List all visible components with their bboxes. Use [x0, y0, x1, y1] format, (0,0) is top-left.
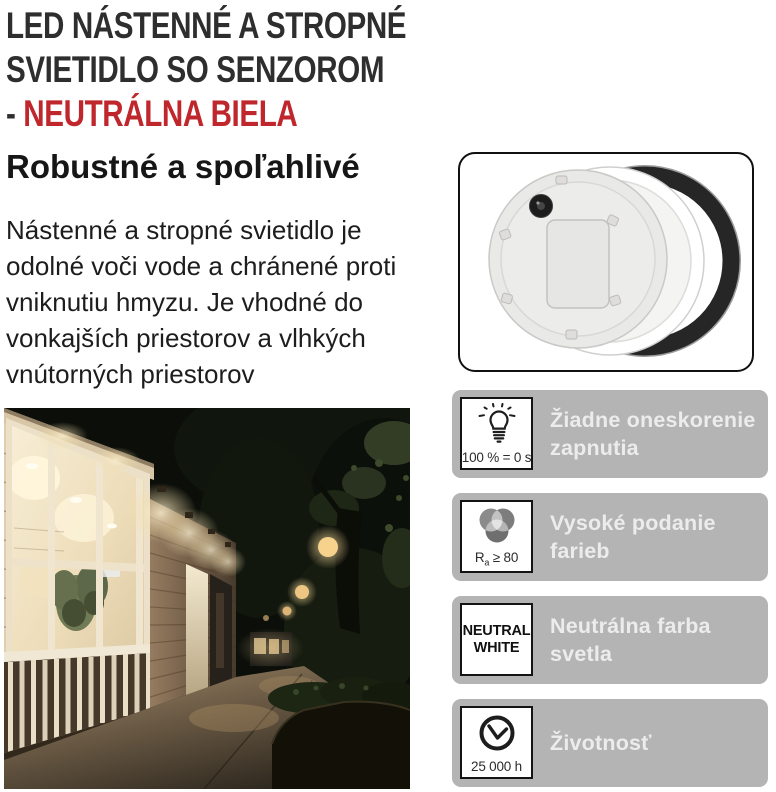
feature-label-line: Neutrálna farba	[550, 614, 711, 638]
neutral-white-line: NEUTRAL	[462, 622, 531, 639]
feature-icon-box	[460, 500, 533, 573]
feature-row-lifetime	[452, 699, 768, 787]
description-line: vniknutiu hmyzu. Je vhodné do	[6, 287, 363, 317]
feature-label-line: Žiadne oneskorenie	[550, 408, 756, 432]
description	[6, 212, 396, 392]
ra-subscript: a	[484, 558, 490, 568]
ceiling-light-render	[460, 154, 752, 370]
title-line-1: LED NÁSTENNÉ A STROPNÉ	[6, 5, 407, 46]
feature-icon-caption	[475, 550, 518, 568]
feature-icon-box	[460, 603, 533, 676]
description-line: Nástenné a stropné svietidlo je	[6, 215, 362, 245]
subtitle: Robustné a spoľahlivé	[6, 148, 360, 185]
title-accent: NEUTRÁLNA BIELA	[23, 93, 298, 134]
feature-label-line: Životnosť	[550, 731, 652, 755]
title-line-3	[6, 92, 454, 136]
bulb-rays-icon	[476, 403, 518, 447]
ra-suffix: ≥ 80	[489, 550, 519, 566]
feature-label-line: zapnutia	[550, 436, 639, 460]
feature-list	[452, 390, 768, 792]
feature-row-no-delay	[452, 390, 768, 478]
feature-row-neutral-white	[452, 596, 768, 684]
product-image	[458, 152, 754, 372]
ambience-photo	[4, 408, 410, 789]
title-dash: -	[6, 93, 24, 134]
title-line-2: SVIETIDLO SO SENZOROM	[6, 49, 385, 90]
ra-prefix: R	[474, 550, 485, 566]
color-rendering-icon	[475, 506, 519, 548]
description-line: vonkajších priestorov a vlhkých	[6, 323, 366, 353]
feature-row-colour-rendering	[452, 493, 768, 581]
feature-label-line: farieb	[550, 539, 610, 563]
description-line: odolné voči vode a chránené proti	[6, 251, 397, 281]
feature-icon-caption: 100 % = 0 s	[461, 450, 532, 465]
feature-label-line: Vysoké podanie	[550, 511, 716, 535]
night-facade-scene	[4, 408, 410, 789]
page-title	[6, 4, 454, 136]
neutral-white-text-icon	[463, 623, 531, 657]
neutral-white-line: WHITE	[473, 639, 520, 656]
feature-icon-caption: 25 000 h	[471, 759, 522, 774]
clock-icon	[476, 712, 518, 754]
feature-icon-box	[460, 706, 533, 779]
feature-label-line: svetla	[550, 642, 613, 666]
description-line: vnútorných priestorov	[6, 359, 255, 389]
feature-icon-box	[460, 397, 533, 470]
